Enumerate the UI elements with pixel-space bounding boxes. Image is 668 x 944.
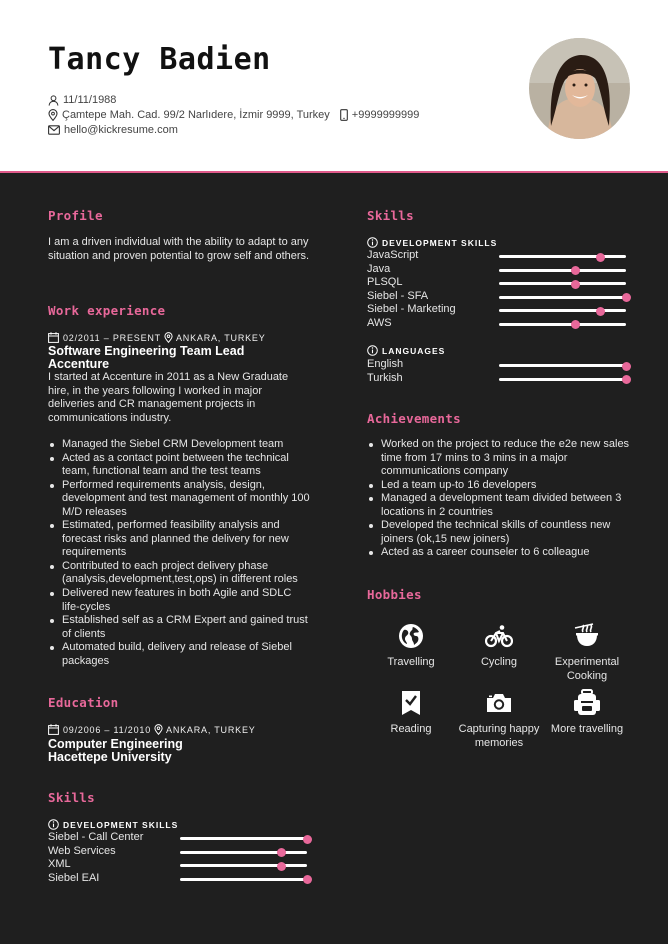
birthdate-row xyxy=(48,94,116,106)
skill-label: PLSQL xyxy=(367,276,403,288)
email-row xyxy=(48,124,178,136)
school-name: Hacettepe University xyxy=(48,750,172,764)
skill-label: AWS xyxy=(367,316,392,329)
skill-level-track xyxy=(499,269,626,272)
skill-row xyxy=(367,290,626,304)
skill-label: Siebel EAI xyxy=(48,871,100,884)
skill-label: XML xyxy=(48,858,71,870)
skill-row xyxy=(367,317,626,331)
job-position: Software Engineering Team Lead xyxy=(48,344,245,358)
skills-left-subtitle: DEVELOPMENT SKILLS xyxy=(63,819,179,830)
hobby-label: Capturing happy memories xyxy=(458,723,540,749)
list-item: Acted as a career counseler to 6 colleague xyxy=(367,546,631,560)
skill-level-track xyxy=(180,864,307,867)
skill-level-track xyxy=(499,364,626,367)
address: Çamtepe Mah. Cad. 99/2 Narlıdere, İzmir 9999, Turkey xyxy=(62,109,330,121)
hobby-travelling xyxy=(368,621,454,670)
dev-skills-subhead xyxy=(367,237,497,248)
skill-level-track xyxy=(499,296,626,299)
skill-level-track xyxy=(499,282,626,285)
hobby-label: Experimental Cooking xyxy=(554,656,620,682)
list-item: Worked on the project to reduce the e2e new sales time from 17 mins to 3 mins in a major communications company xyxy=(367,438,631,479)
work-experience-title: Work experience xyxy=(48,303,166,318)
dev-skills-subtitle: DEVELOPMENT SKILLS xyxy=(382,237,498,248)
hobby-photography xyxy=(456,688,542,750)
globe-icon xyxy=(398,623,424,649)
skill-level-marker xyxy=(277,848,286,857)
education-location: ANKARA, TURKEY xyxy=(166,724,256,735)
skill-label: JavaScript xyxy=(367,249,419,261)
skill-level-marker xyxy=(571,320,580,329)
skill-level-marker xyxy=(571,280,580,289)
phone: +9999999999 xyxy=(351,109,420,121)
degree: Computer Engineering xyxy=(48,737,183,751)
skill-level-marker xyxy=(596,307,605,316)
hobby-label: Cycling xyxy=(480,656,518,668)
skill-level-marker xyxy=(303,875,312,884)
list-item: Managed a development team divided between 3 locations in 2 countries xyxy=(367,492,631,519)
achievements-bullets xyxy=(367,438,631,560)
hobby-more-travelling xyxy=(544,688,630,737)
email: hello@kickresume.com xyxy=(64,124,178,136)
skill-level-track xyxy=(180,878,307,881)
list-item: Contributed to each project delivery phase (analysis,development,test,ops) in different roles xyxy=(48,560,312,587)
skill-level-track xyxy=(499,309,626,312)
work-dates: 02/2011 – PRESENT xyxy=(63,332,161,343)
skill-label: Web Services xyxy=(48,844,116,857)
location-pin-icon xyxy=(164,332,173,343)
header-accent-line xyxy=(0,171,668,173)
info-circle-icon xyxy=(367,345,378,356)
skill-level-track xyxy=(499,323,626,326)
work-bullets xyxy=(48,438,312,668)
camera-icon xyxy=(485,691,513,715)
mail-icon xyxy=(48,125,60,135)
skill-row xyxy=(367,303,626,317)
skill-label: Siebel - Marketing xyxy=(367,303,456,315)
skill-level-marker xyxy=(571,266,580,275)
list-item: Led a team up-to 16 developers xyxy=(367,479,631,493)
profile-title: Profile xyxy=(48,208,103,223)
skill-row xyxy=(367,263,626,277)
person-icon xyxy=(48,95,59,106)
skill-label: Java xyxy=(367,262,391,275)
cooking-pot-icon xyxy=(573,623,601,649)
list-item: Established self as a CRM Expert and gained trust of clients xyxy=(48,614,312,641)
skill-row xyxy=(367,372,626,386)
skill-level-marker xyxy=(596,253,605,262)
education-dates: 09/2006 – 11/2010 xyxy=(63,724,152,735)
skill-row xyxy=(48,831,307,845)
book-check-icon xyxy=(400,689,422,717)
education-meta xyxy=(48,724,256,735)
hobby-label: Reading xyxy=(390,723,432,735)
info-circle-icon xyxy=(48,819,59,830)
phone-icon xyxy=(340,109,348,121)
languages-subtitle: LANGUAGES xyxy=(382,345,446,356)
skill-row xyxy=(48,858,307,872)
work-description: I started at Accenture in 2011 as a New Graduate hire, in the years following I worked in major deliveries and CR management projects in communications industry. xyxy=(48,371,289,424)
hobbies-title: Hobbies xyxy=(367,587,422,602)
list-item: Developed the technical skills of countless new joiners (ok,15 new joiners) xyxy=(367,519,631,546)
languages-subhead xyxy=(367,345,445,356)
skills-left-title: Skills xyxy=(48,790,95,805)
list-item: Automated build, delivery and release of Siebel packages xyxy=(48,641,312,668)
skill-row xyxy=(367,358,626,372)
work-location: ANKARA, TURKEY xyxy=(175,332,266,343)
bicycle-icon xyxy=(485,624,513,648)
hobby-label: More travelling xyxy=(550,723,624,735)
skill-level-track xyxy=(499,378,626,381)
work-meta xyxy=(48,332,266,343)
profile-text: I am a driven individual with the ability to adapt to any situation and proven potential to grow self and others. xyxy=(48,236,310,262)
skill-level-marker xyxy=(303,835,312,844)
skill-label: English xyxy=(367,358,404,370)
list-item: Performed requirements analysis, design, development and test management of monthly 100 M/D releases xyxy=(48,479,312,520)
skill-level-track xyxy=(499,255,626,258)
skill-level-marker xyxy=(622,375,631,384)
company-name: Accenture xyxy=(48,357,110,371)
skill-level-track xyxy=(180,851,307,854)
skill-row xyxy=(367,249,626,263)
skill-row xyxy=(48,872,307,886)
candidate-name: Tancy Badien xyxy=(48,42,271,77)
skill-level-marker xyxy=(622,362,631,371)
skill-label: Turkish xyxy=(367,371,403,384)
skill-label: Siebel - SFA xyxy=(367,289,429,302)
skill-level-marker xyxy=(277,862,286,871)
address-row xyxy=(48,109,419,121)
list-item: Estimated, performed feasibility analysis and forecast risks and planned the delivery for new requirements xyxy=(48,519,312,560)
achievements-title: Achievements xyxy=(367,411,461,426)
skill-label: Siebel - Call Center xyxy=(48,831,144,843)
calendar-icon xyxy=(48,724,59,735)
hobby-reading xyxy=(368,688,454,737)
skills-right-title: Skills xyxy=(367,208,414,223)
birthdate: 11/11/1988 xyxy=(63,94,117,106)
skill-row xyxy=(367,276,626,290)
list-item: Acted as a contact point between the technical team, functional team and the test teams xyxy=(48,452,312,479)
list-item: Delivered new features in both Agile and SDLC life-cycles xyxy=(48,587,312,614)
skill-row xyxy=(48,845,307,859)
location-pin-icon xyxy=(154,724,163,735)
info-circle-icon xyxy=(367,237,378,248)
resume-header xyxy=(0,0,668,171)
hobby-cycling xyxy=(456,621,542,670)
hobby-label: Travelling xyxy=(387,656,435,668)
education-title: Education xyxy=(48,695,119,710)
location-pin-icon xyxy=(48,109,58,121)
skill-level-track xyxy=(180,837,307,840)
skill-level-marker xyxy=(622,293,631,302)
hobby-cooking xyxy=(544,621,630,683)
profile-photo xyxy=(529,38,630,139)
list-item: Managed the Siebel CRM Development team xyxy=(48,438,312,452)
calendar-icon xyxy=(48,332,59,343)
skills-left-subhead xyxy=(48,819,178,830)
backpack-icon xyxy=(573,689,601,717)
